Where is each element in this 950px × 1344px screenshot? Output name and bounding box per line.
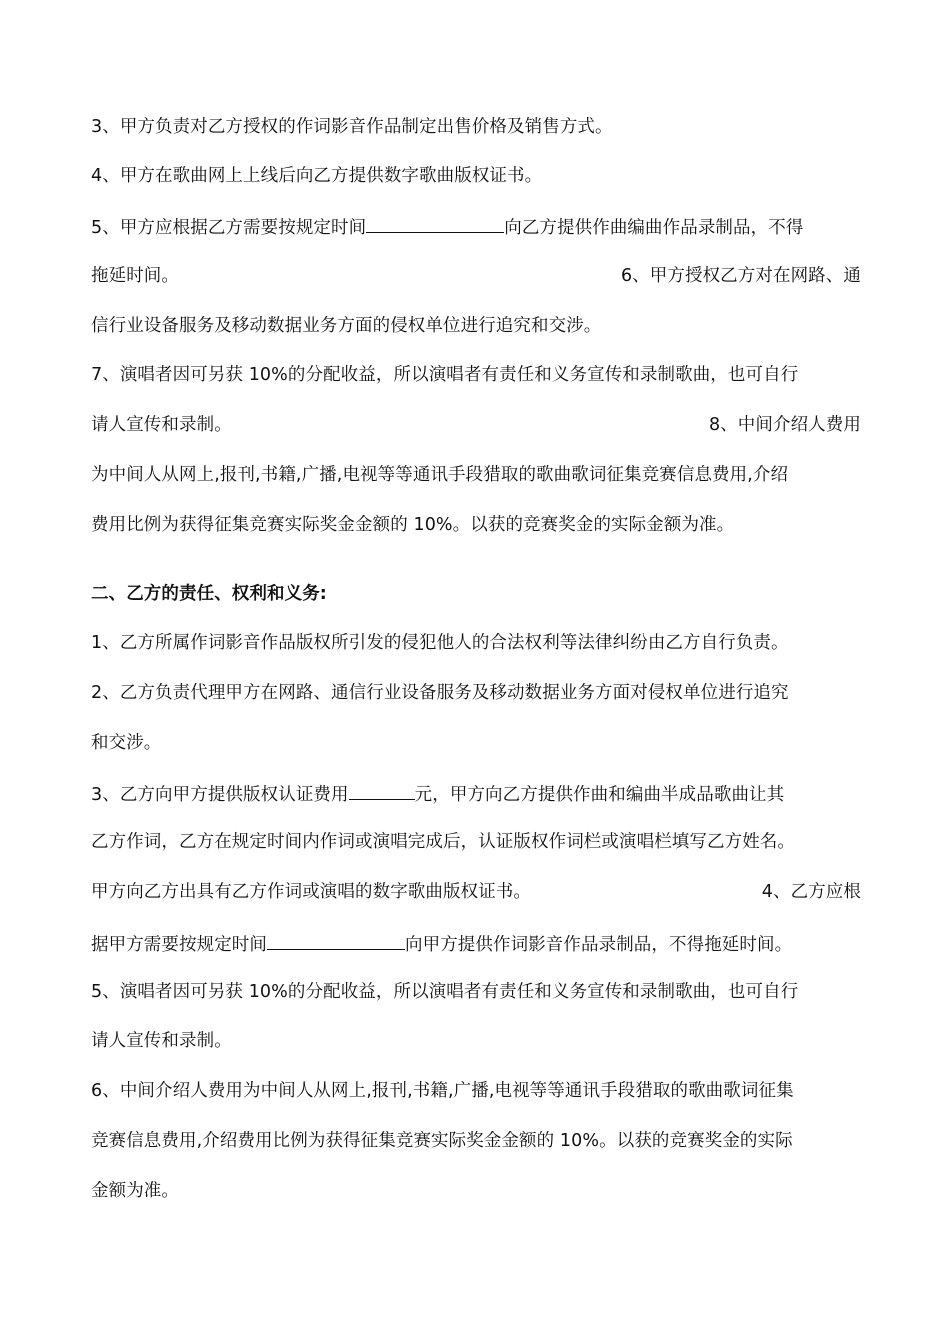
s1-item8-line3: 费用比例为获得征集竞赛实际奖金金额的 10%。以获的竞赛奖金的实际金额为准。 xyxy=(91,515,735,535)
s2-item3-text-a: 3、乙方向甲方提供版权认证费用 xyxy=(91,785,349,805)
fee-blank xyxy=(349,779,415,800)
s2-item4-line2 xyxy=(91,929,861,958)
s2-item6-line3: 金额为准。 xyxy=(91,1181,179,1201)
s2-item4-text-c: 向甲方提供作词影音作品录制品，不得拖延时间。 xyxy=(405,935,793,955)
s1-item5-text-b: 向乙方提供作曲编曲作品录制品，不得 xyxy=(504,218,804,238)
s1-item5-text-c: 拖延时间。 xyxy=(91,266,179,286)
s2-item5-line1: 5、演唱者因可另获 10%的分配收益，所以演唱者有责任和义务宣传和录制歌曲，也可自行 xyxy=(91,982,799,1002)
time-blank xyxy=(366,212,504,233)
s2-item3-4-line xyxy=(91,879,861,905)
s2-item1: 1、乙方所属作词影音作品版权所引发的侵犯他人的合法权利等法律纠纷由乙方自行负责。 xyxy=(91,633,789,653)
s1-item7-8-line xyxy=(91,412,861,438)
s2-item4-text-b: 据甲方需要按规定时间 xyxy=(91,935,267,955)
s2-item3-line2: 乙方作词，乙方在规定时间内作词或演唱完成后，认证版权作词栏或演唱栏填写乙方姓名。 xyxy=(91,832,795,852)
s1-item8-text-a: 8、中间介绍人费用 xyxy=(708,415,861,435)
s2-item3-text-b: 元，甲方向乙方提供作曲和编曲半成品歌曲让其 xyxy=(414,785,785,805)
s2-item3-line1 xyxy=(91,779,861,808)
s2-item5-line2: 请人宣传和录制。 xyxy=(91,1031,232,1051)
section2-heading: 二、乙方的责任、权利和义务: xyxy=(91,584,327,604)
s1-item7-line1: 7、演唱者因可另获 10%的分配收益，所以演唱者有责任和义务宣传和录制歌曲，也可自行 xyxy=(91,365,799,385)
s2-item2-line1: 2、乙方负责代理甲方在网路、通信行业设备服务及移动数据业务方面对侵权单位进行追究 xyxy=(91,683,789,703)
s1-item5-line1 xyxy=(91,212,861,241)
s1-item6-line2: 信行业设备服务及移动数据业务方面的侵权单位进行追究和交涉。 xyxy=(91,316,602,336)
s1-item7-text-b: 请人宣传和录制。 xyxy=(91,415,232,435)
s2-item6-line2: 竞赛信息费用,介绍费用比例为获得征集竞赛实际奖金金额的 10%。以获的竞赛奖金的实际 xyxy=(91,1131,793,1151)
s1-item3: 3、甲方负责对乙方授权的作词影音作品制定出售价格及销售方式。 xyxy=(91,117,613,137)
s2-item4-text-a: 4、乙方应根 xyxy=(761,882,861,902)
s1-item4: 4、甲方在歌曲网上上线后向乙方提供数字歌曲版权证书。 xyxy=(91,166,543,186)
s1-item5-text-a: 5、甲方应根据乙方需要按规定时间 xyxy=(91,218,367,238)
s1-item6-text-a: 6、甲方授权乙方对在网路、通 xyxy=(620,266,861,286)
s1-item5-6-line xyxy=(91,263,861,289)
s2-item3-text-d: 甲方向乙方出具有乙方作词或演唱的数字歌曲版权证书。 xyxy=(91,882,531,902)
s2-item6-line1: 6、中间介绍人费用为中间人从网上,报刊,书籍,广播,电视等等通讯手段猎取的歌曲歌词征集 xyxy=(91,1081,794,1101)
s2-item2-line2: 和交涉。 xyxy=(91,733,162,753)
s1-item8-line2: 为中间人从网上,报刊,书籍,广播,电视等等通讯手段猎取的歌曲歌词征集竞赛信息费用,介绍 xyxy=(91,465,789,485)
time-blank-2 xyxy=(267,929,405,950)
